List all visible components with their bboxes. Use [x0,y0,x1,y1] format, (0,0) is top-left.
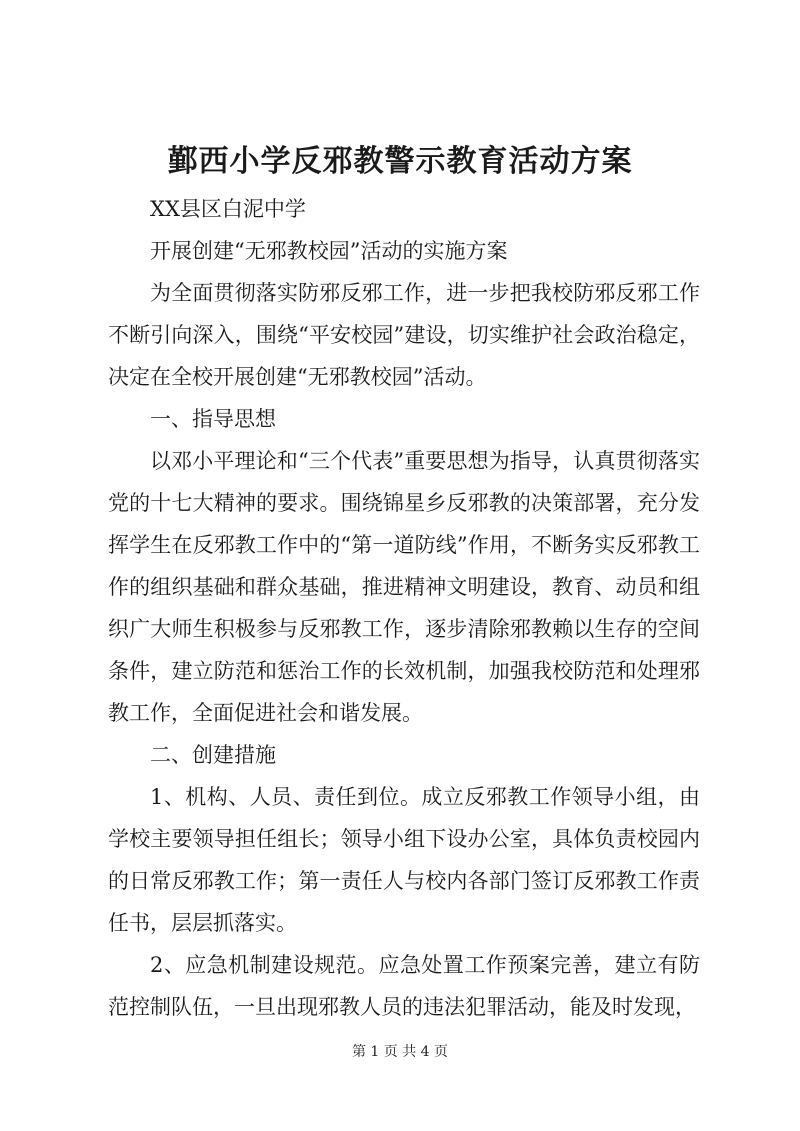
intro-paragraph: 为全面贯彻落实防邪反邪工作，进一步把我校防邪反邪工作不断引向深入，围绕“平安校园”建设，切实维护社会政治稳定，决定在全校开展创建“无邪教校园”活动。 [108,281,700,389]
plan-subtitle: 开展创建“无邪教校园”活动的实施方案 [150,239,508,263]
document-title: 鄞西小学反邪教警示教育活动方案 [167,144,633,179]
school-name-line: XX县区白泥中学 [150,197,306,221]
page-number-footer: 第 1 页 共 4 页 [351,1044,449,1060]
measure-item-1: 1、机构、人员、责任到位。成立反邪教工作领导小组，由学校主要领导担任组长；领导小组下设办公室，具体负责校园内的日常反邪教工作；第一责任人与校内各部门签订反邪教工作责任书，层层抓落实。 [108,785,700,935]
section-heading-guiding-ideology: 一、指导思想 [150,407,276,431]
section-heading-measures: 二、创建措施 [150,743,276,767]
guiding-ideology-paragraph: 以邓小平理论和“三个代表”重要思想为指导，认真贯彻落实党的十七大精神的要求。围绕锦星乡反邪教的决策部署，充分发挥学生在反邪教工作中的“第一道防线”作用，不断务实反邪教工作的组织基础和群众基础，推进精神文明建设，教育、动员和组织广大师生积极参与反邪教工作，逐步清除邪教赖以生存的空间条件，建立防范和惩治工作的长效机制，加强我校防范和处理邪教工作，全面促进社会和谐发展。 [108,449,700,725]
measure-item-2: 2、应急机制建设规范。应急处置工作预案完善，建立有防范控制队伍，一旦出现邪教人员的违法犯罪活动，能及时发现， [108,953,700,1019]
document-body [108,188,700,1028]
